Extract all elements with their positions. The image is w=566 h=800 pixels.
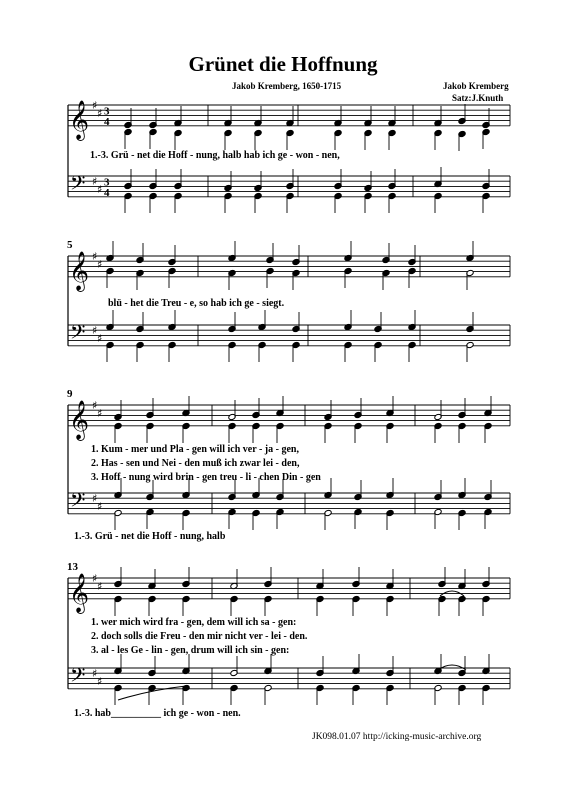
lyric-system-3-verse-3: 3. Hoff - nung wird brin - gen treu - li - chen Din - gen [91,472,321,483]
sharp-icon: ♯ [92,572,98,585]
sharp-icon: ♯ [97,406,103,420]
treble-clef-icon: 𝄞 [69,99,90,140]
sharp-icon: ♯ [92,667,98,681]
sharp-icon: ♯ [92,399,98,412]
sharp-icon: ♯ [97,106,103,120]
sharp-icon: ♯ [92,324,98,338]
sharp-icon: ♯ [97,257,103,271]
bass-clef-icon: 𝄢 [70,171,86,200]
sharp-icon: ♯ [92,99,98,112]
sharp-icon: ♯ [92,492,98,506]
sharp-icon: ♯ [92,250,98,263]
lyric-system-2: blü - het die Treu - e, so hab ich ge - siegt. [108,298,285,309]
sharp-icon: ♯ [97,332,103,345]
slur [438,665,466,670]
lyric-system-1: 1.-3. Grü - net die Hoff - nung, halb hab ich ge - won - nen, [90,150,340,161]
time-signature-top: 3 [104,105,110,118]
lyric-system-4-verse-3: 3. al - les Ge - lin - gen, drum will ich sin - gen: [91,645,290,656]
treble-clef-icon: 𝄞 [69,572,90,613]
lyric-system-4-verse-2: 2. doch solls die Freu - den mir nicht ver - lei - den. [91,631,308,642]
lyric-system-4-verse-1: 1. wer mich wird fra - gen, dem will ich sa - gen: [91,617,297,628]
lyric-system-3-bass: 1.-3. Grü - net die Hoff - nung, halb [74,531,226,542]
sharp-icon: ♯ [92,175,98,189]
sharp-icon: ♯ [97,183,103,196]
poet-credit: Jakob Kremberg, 1650-1715 [232,81,342,91]
treble-clef-icon: 𝄞 [69,399,90,440]
treble-clef-icon: 𝄞 [69,250,90,291]
time-signature-bottom: 4 [104,186,110,199]
time-signature-bottom: 4 [104,115,110,128]
measure-number: 13 [67,561,78,573]
measure-number: 5 [67,239,73,251]
arranger-credit: Satz:J.Knuth [452,93,504,103]
footer-credit: JK098.01.07 http://icking-music-archive.org [312,732,482,742]
sharp-icon: ♯ [97,500,103,513]
time-signature-top: 3 [104,176,110,189]
sharp-icon: ♯ [97,579,103,593]
lyric-system-4-bass: 1.-3. hab__________ ich ge - won - nen. [74,708,241,719]
bass-clef-icon: 𝄢 [70,488,86,517]
bass-clef-icon: 𝄢 [70,320,86,349]
lyric-system-3-verse-1: 1. Kum - mer und Pla - gen will ich ver - ja - gen, [91,444,299,455]
measure-number: 9 [67,388,73,400]
composer-credit: Jakob Kremberg [443,81,509,91]
lyric-system-3-verse-2: 2. Has - sen und Nei - den muß ich zwar lei - den, [91,458,300,469]
bass-clef-icon: 𝄢 [70,663,86,692]
sharp-icon: ♯ [97,675,103,688]
page-title: Grünet die Hoffnung [188,52,378,76]
